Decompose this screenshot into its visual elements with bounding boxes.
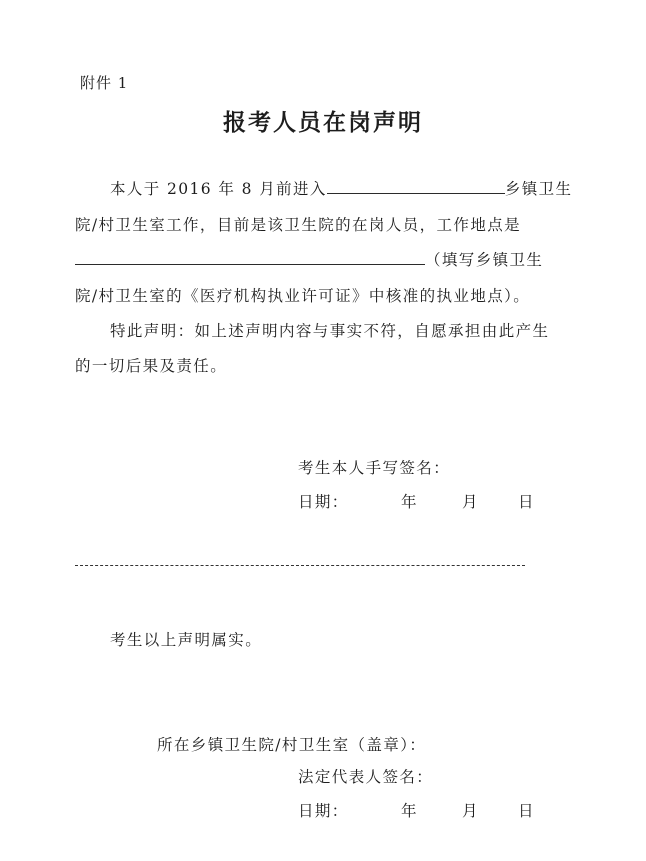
paragraph1-line2: 院/村卫生室工作，目前是该卫生院的在岗人员，工作地点是 xyxy=(75,216,522,234)
institution-date-day: 日 xyxy=(518,802,535,820)
paragraph2-line2: 的一切后果及责任。 xyxy=(75,357,228,375)
candidate-signature-label: 考生本人手写签名： xyxy=(298,459,451,477)
legal-rep-signature-label: 法定代表人签名： xyxy=(298,768,434,786)
verification-statement: 考生以上声明属实。 xyxy=(110,631,263,649)
section-divider xyxy=(75,565,525,566)
paragraph1-line1 xyxy=(110,177,572,199)
attachment-label: 附件 1 xyxy=(80,74,129,92)
document-title: 报考人员在岗声明 xyxy=(223,110,423,136)
paragraph2-line1: 特此声明：如上述声明内容与事实不符，自愿承担由此产生 xyxy=(110,322,550,340)
candidate-date-day: 日 xyxy=(518,493,535,511)
work-location-blank[interactable] xyxy=(75,248,425,265)
candidate-date-label: 日期： xyxy=(298,493,349,511)
paragraph1-line4: 院/村卫生室的《医疗机构执业许可证》中核准的执业地点）。 xyxy=(75,287,531,305)
institution-blank[interactable] xyxy=(327,177,505,194)
paragraph1-line3 xyxy=(75,248,543,270)
candidate-date-year: 年 xyxy=(401,493,418,511)
institution-stamp-label: 所在乡镇卫生院/村卫生室（盖章）： xyxy=(157,736,427,754)
institution-date-year: 年 xyxy=(401,802,418,820)
institution-date-label: 日期： xyxy=(298,802,349,820)
line1-prefix: 本人于 2016 年 8 月前进入 xyxy=(110,180,327,198)
institution-date-month: 月 xyxy=(462,802,479,820)
candidate-date-month: 月 xyxy=(462,493,479,511)
line1-suffix: 乡镇卫生 xyxy=(504,180,573,198)
line3-suffix: （填写乡镇卫生 xyxy=(425,251,544,269)
